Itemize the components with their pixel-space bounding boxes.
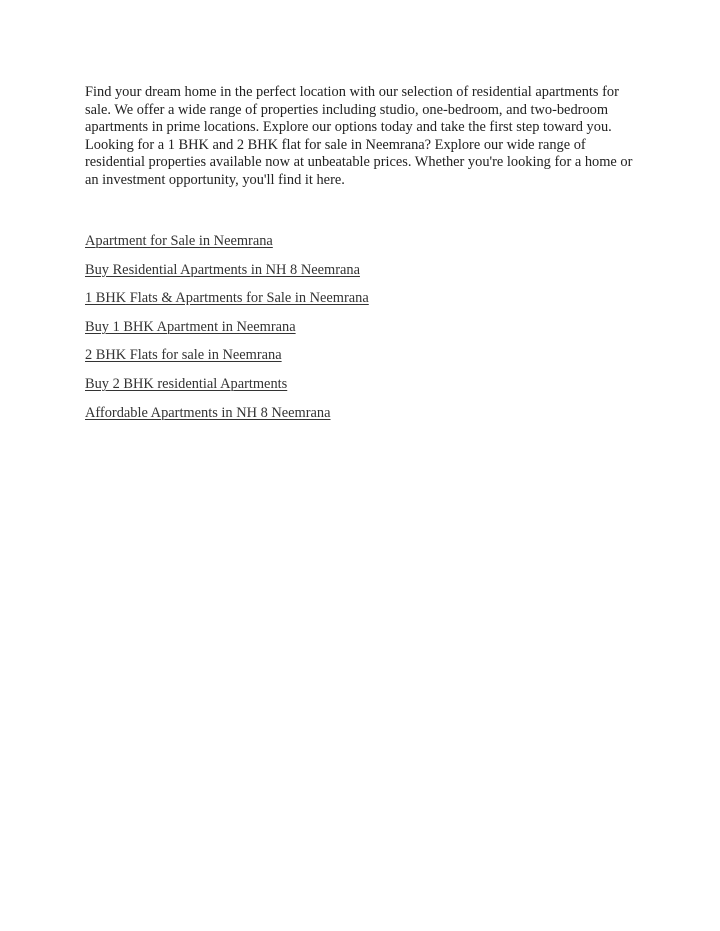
- list-item: [85, 231, 645, 260]
- intro-paragraph: Find your dream home in the perfect location with our selection of residential apartments for sale. We offer a wide range of properties including studio, one-bedroom, and two-bedroom apartments in prime locations. Explore our options today and take the first step toward you. Looking for a 1 BHK and 2 BHK flat for sale in Neemrana? Explore our wide range of residential properties available now at unbeatable prices. Whether you're looking for a home or an investment opportunity, you'll find it here.: [85, 84, 633, 188]
- list-item: [85, 288, 645, 317]
- list-item: [85, 403, 645, 432]
- link-buy-residential-apartments-nh8[interactable]: Buy Residential Apartments in NH 8 Neemrana: [85, 261, 360, 278]
- link-2bhk-flats-sale[interactable]: 2 BHK Flats for sale in Neemrana: [85, 347, 282, 364]
- list-item: [85, 260, 645, 289]
- list-item: [85, 317, 645, 346]
- link-affordable-apartments-nh8[interactable]: Affordable Apartments in NH 8 Neemrana: [85, 404, 331, 421]
- list-item: [85, 374, 645, 403]
- link-buy-1bhk-apartment[interactable]: Buy 1 BHK Apartment in Neemrana: [85, 318, 296, 335]
- list-item: [85, 345, 645, 374]
- link-apartment-for-sale-neemrana[interactable]: Apartment for Sale in Neemrana: [85, 233, 273, 249]
- link-list: [85, 231, 645, 431]
- link-1bhk-flats-apartments-sale[interactable]: 1 BHK Flats & Apartments for Sale in Neemrana: [85, 290, 369, 307]
- link-buy-2bhk-residential-apartments[interactable]: Buy 2 BHK residential Apartments: [85, 375, 288, 392]
